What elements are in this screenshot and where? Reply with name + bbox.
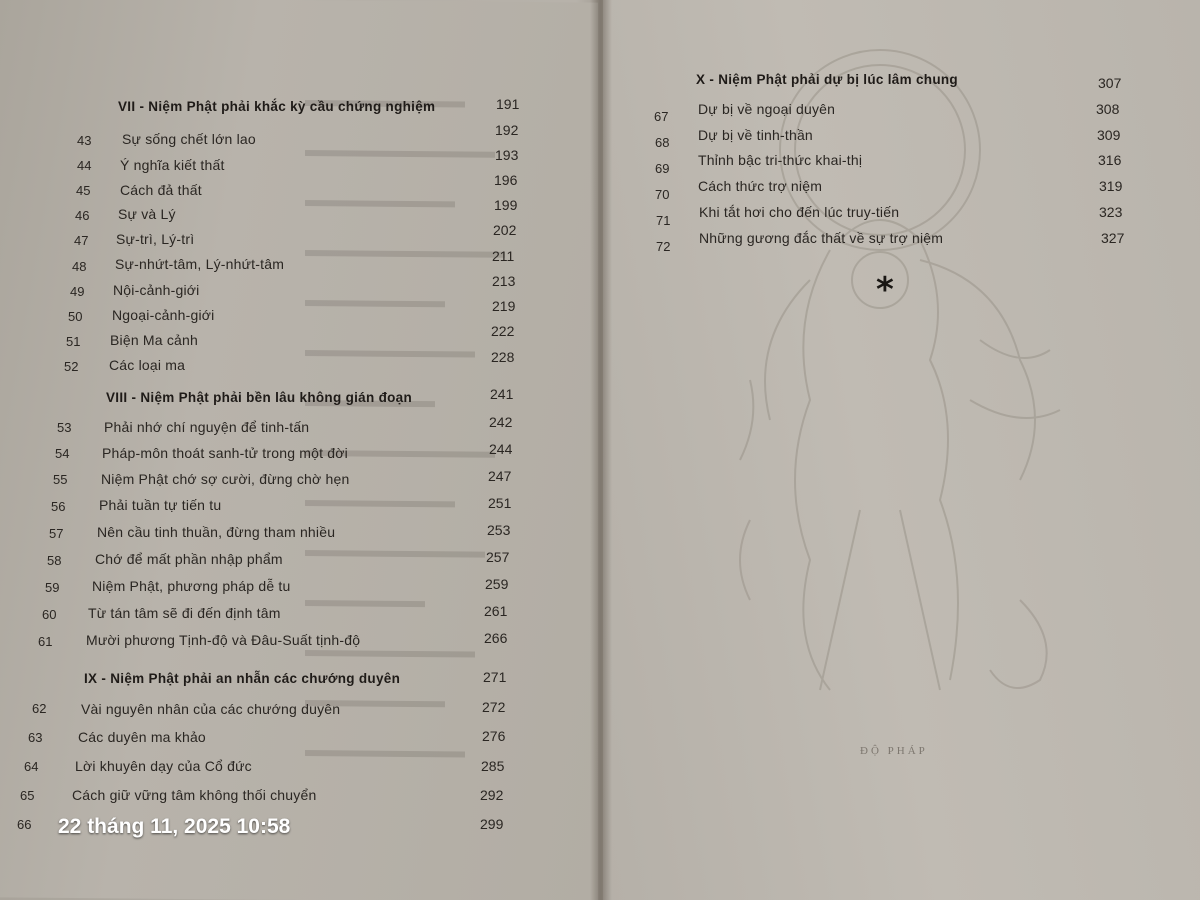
- entry-title: Khi tắt hơi cho đến lúc truy-tiến: [699, 204, 900, 220]
- entry-number: 62: [32, 701, 47, 716]
- book-spine: [590, 0, 612, 900]
- entry-title: Dự bị về ngoại duyên: [698, 101, 836, 117]
- asterisk-ornament: *: [876, 270, 894, 310]
- entry-page: 285: [481, 758, 505, 774]
- entry-number: 48: [72, 259, 87, 274]
- entry-number: 61: [38, 634, 53, 649]
- entry-page: 309: [1097, 127, 1121, 143]
- entry-page: 266: [484, 630, 508, 646]
- entry-title: Từ tán tâm sẽ đi đến định tâm: [88, 605, 281, 621]
- entry-page: 308: [1096, 101, 1120, 117]
- entry-title: Ngoại-cảnh-giới: [112, 307, 215, 323]
- entry-page: 211: [492, 248, 515, 264]
- entry-number: 54: [55, 446, 70, 461]
- entry-number: 56: [51, 499, 66, 514]
- entry-title: Biện Ma cảnh: [110, 332, 199, 348]
- entry-page: 323: [1099, 204, 1123, 220]
- entry-title: Sự-trì, Lý-trì: [116, 231, 195, 247]
- entry-page: 242: [489, 414, 513, 430]
- entry-title: Pháp-môn thoát sanh-tử trong một đời: [102, 445, 348, 461]
- entry-page: 319: [1099, 178, 1123, 194]
- entry-title: Mười phương Tịnh-độ và Đâu-Suất tịnh-độ: [86, 632, 361, 648]
- entry-page: 199: [494, 197, 518, 213]
- entry-page: 244: [489, 441, 513, 457]
- entry-number: 58: [47, 553, 62, 568]
- entry-number: 71: [656, 213, 671, 228]
- entry-number: 72: [656, 239, 671, 254]
- entry-number: 65: [20, 788, 35, 803]
- entry-page: 202: [493, 222, 517, 238]
- entry-title: Chớ để mất phần nhập phẩm: [95, 551, 283, 567]
- entry-page: 228: [491, 349, 515, 365]
- entry-number: 46: [75, 208, 90, 223]
- entry-title: Các loại ma: [109, 357, 186, 373]
- entry-number: 55: [53, 472, 68, 487]
- section-heading-ix: IX - Niệm Phật phải an nhẫn các chướng duyên: [84, 671, 401, 686]
- entry-title: Sự-nhứt-tâm, Lý-nhứt-tâm: [115, 256, 285, 272]
- section-page-x: 307: [1098, 75, 1122, 91]
- entry-title: Các duyên ma khảo: [78, 729, 206, 745]
- entry-number: 67: [654, 109, 669, 124]
- entry-page: 219: [492, 298, 516, 314]
- entry-title: Sự và Lý: [118, 206, 176, 222]
- entry-title: Phải nhớ chí nguyện để tinh-tấn: [104, 419, 310, 435]
- entry-title: Niệm Phật, phương pháp dễ tu: [92, 578, 291, 594]
- entry-number: 52: [64, 359, 79, 374]
- entry-number: 69: [655, 161, 670, 176]
- entry-page: 292: [480, 787, 504, 803]
- section-page-viii: 241: [490, 386, 514, 402]
- section-page-ix: 271: [483, 669, 507, 685]
- entry-page: 272: [482, 699, 506, 715]
- entry-number: 47: [74, 233, 89, 248]
- section-heading-vii: VII - Niệm Phật phải khắc kỳ cầu chứng nghiệm: [118, 99, 436, 114]
- entry-number: 66: [17, 817, 32, 832]
- entry-title: Cách thức trợ niệm: [698, 178, 823, 194]
- entry-number: 50: [68, 309, 83, 324]
- illustration-caption: ĐỘ PHÁP: [860, 745, 928, 757]
- entry-title: Nội-cảnh-giới: [113, 282, 200, 298]
- entry-title: Ý nghĩa kiết thất: [120, 157, 225, 173]
- entry-title: Phải tuần tự tiến tu: [99, 497, 222, 513]
- section-heading-viii: VIII - Niệm Phật phải bền lâu không gián đoạn: [106, 390, 413, 405]
- entry-page: 251: [488, 495, 512, 511]
- section-heading-x: X - Niệm Phật phải dự bị lúc lâm chung: [696, 72, 958, 87]
- entry-title: Vài nguyên nhân của các chướng duyên: [81, 701, 341, 717]
- entry-page: 259: [485, 576, 509, 592]
- photo-timestamp: 22 tháng 11, 2025 10:58: [58, 815, 291, 838]
- entry-title: Sự sống chết lớn lao: [122, 131, 256, 147]
- entry-number: 49: [70, 284, 85, 299]
- entry-page: 276: [482, 728, 506, 744]
- entry-title: Niệm Phật chớ sợ cười, đừng chờ hẹn: [101, 471, 350, 487]
- entry-number: 63: [28, 730, 43, 745]
- entry-title: Những gương đắc thất về sự trợ niệm: [699, 230, 944, 246]
- entry-number: 60: [42, 607, 57, 622]
- entry-page: 257: [486, 549, 510, 565]
- entry-title: Cách giữ vững tâm không thối chuyển: [72, 787, 317, 803]
- entry-number: 68: [655, 135, 670, 150]
- entry-page: 196: [494, 172, 518, 188]
- entry-title: Lời khuyên dạy của Cổ đức: [75, 758, 252, 774]
- section-page-vii: 191: [496, 96, 520, 112]
- entry-page: 222: [491, 323, 515, 339]
- entry-number: 43: [77, 133, 92, 148]
- entry-number: 70: [655, 187, 670, 202]
- entry-page: 316: [1098, 152, 1122, 168]
- entry-page: 247: [488, 468, 512, 484]
- entry-page: 192: [495, 122, 519, 138]
- entry-number: 51: [66, 334, 81, 349]
- entry-page: 213: [492, 273, 516, 289]
- entry-page: 299: [480, 816, 504, 832]
- entry-number: 64: [24, 759, 39, 774]
- entry-number: 53: [57, 420, 72, 435]
- entry-title: Cách đả thất: [120, 182, 202, 198]
- entry-number: 59: [45, 580, 60, 595]
- entry-page: 253: [487, 522, 511, 538]
- entry-title: Thỉnh bậc tri-thức khai-thị: [698, 152, 863, 168]
- entry-title: Dự bị về tinh-thần: [698, 127, 813, 143]
- entry-title: Nên cầu tinh thuần, đừng tham nhiều: [97, 524, 336, 540]
- entry-number: 57: [49, 526, 64, 541]
- entry-page: 261: [484, 603, 508, 619]
- entry-number: 44: [77, 158, 92, 173]
- entry-page: 327: [1101, 230, 1125, 246]
- entry-page: 193: [495, 147, 519, 163]
- entry-number: 45: [76, 183, 91, 198]
